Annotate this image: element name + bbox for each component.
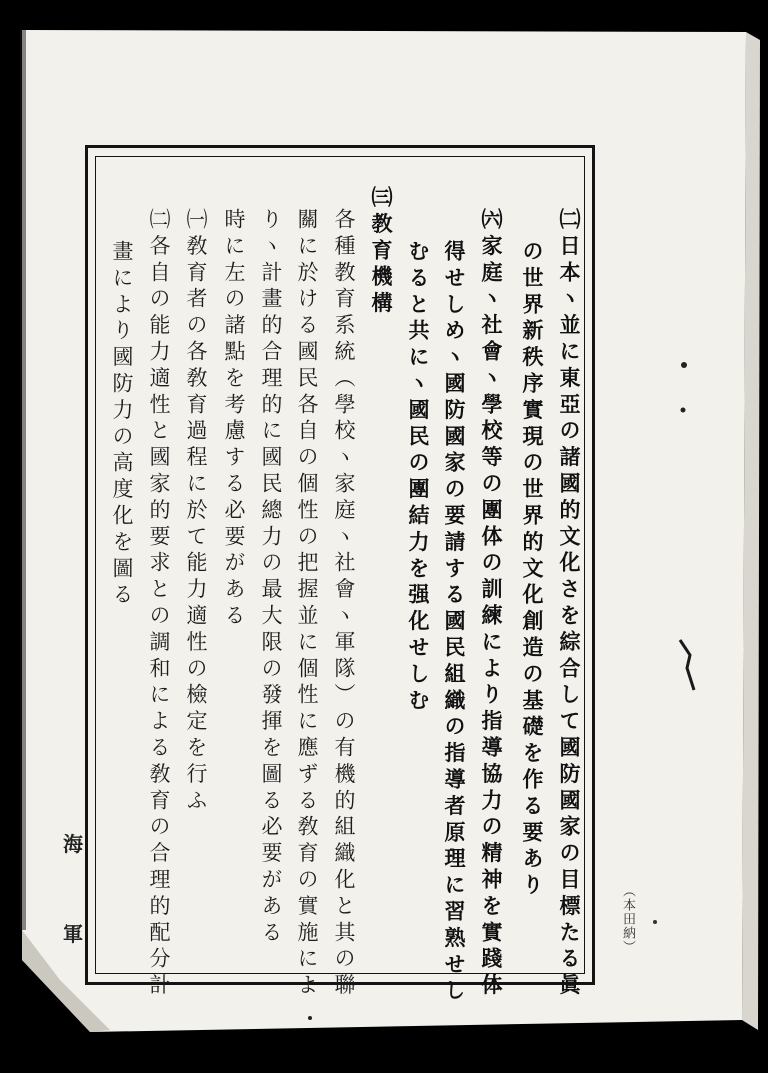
text-column-9: りヽ計畫的合理的に國民總力の最大限の發揮を圖る必要がある [259, 208, 283, 948]
text-column-12: ㈡各自の能力適性と國家的要求との調和による敎育の合理的配分計 [147, 208, 171, 1000]
side-label-bottom: 軍 [63, 922, 83, 946]
text-column-7: 各種教育系統（學校ヽ家庭ヽ社會ヽ軍隊）の有機的組織化と其の聯 [332, 208, 356, 1000]
text-column-2: の世界新秩序實現の世界的文化創造の基礎を作る要あり [520, 240, 545, 900]
text-column-13: 畫により國防力の高度化を圖る [110, 240, 134, 610]
section-heading: ㈢教育機構 [369, 186, 394, 318]
text-column-11: 時に左の諸點を考慮する必要がある [222, 208, 246, 631]
text-column-1: ㈡日本ヽ並に東亞の諸國的文化さを綜合して國防國家の目標たる眞 [557, 208, 582, 1000]
text-column-8: 關に於ける國民各自の個性の把握並に個性に應ずる敎育の實施によ [295, 208, 319, 1000]
name-stamp: （本田納） [620, 884, 635, 954]
text-column-10: ㈠敎育者の各敎育過程に於て能力適性の檢定を行ふ [184, 208, 208, 816]
text-column-5: むると共にヽ國民の團結力を强化せしむ [406, 240, 431, 716]
side-label-top: 海 [63, 832, 83, 856]
text-column-3: ㈥家庭ヽ社會ヽ學校等の團体の訓練により指導協力の精神を實踐体 [479, 208, 504, 1000]
text-column-4: 得せしめヽ國防國家の要請する國民組織の指導者原理に習熟せし [442, 240, 467, 1006]
